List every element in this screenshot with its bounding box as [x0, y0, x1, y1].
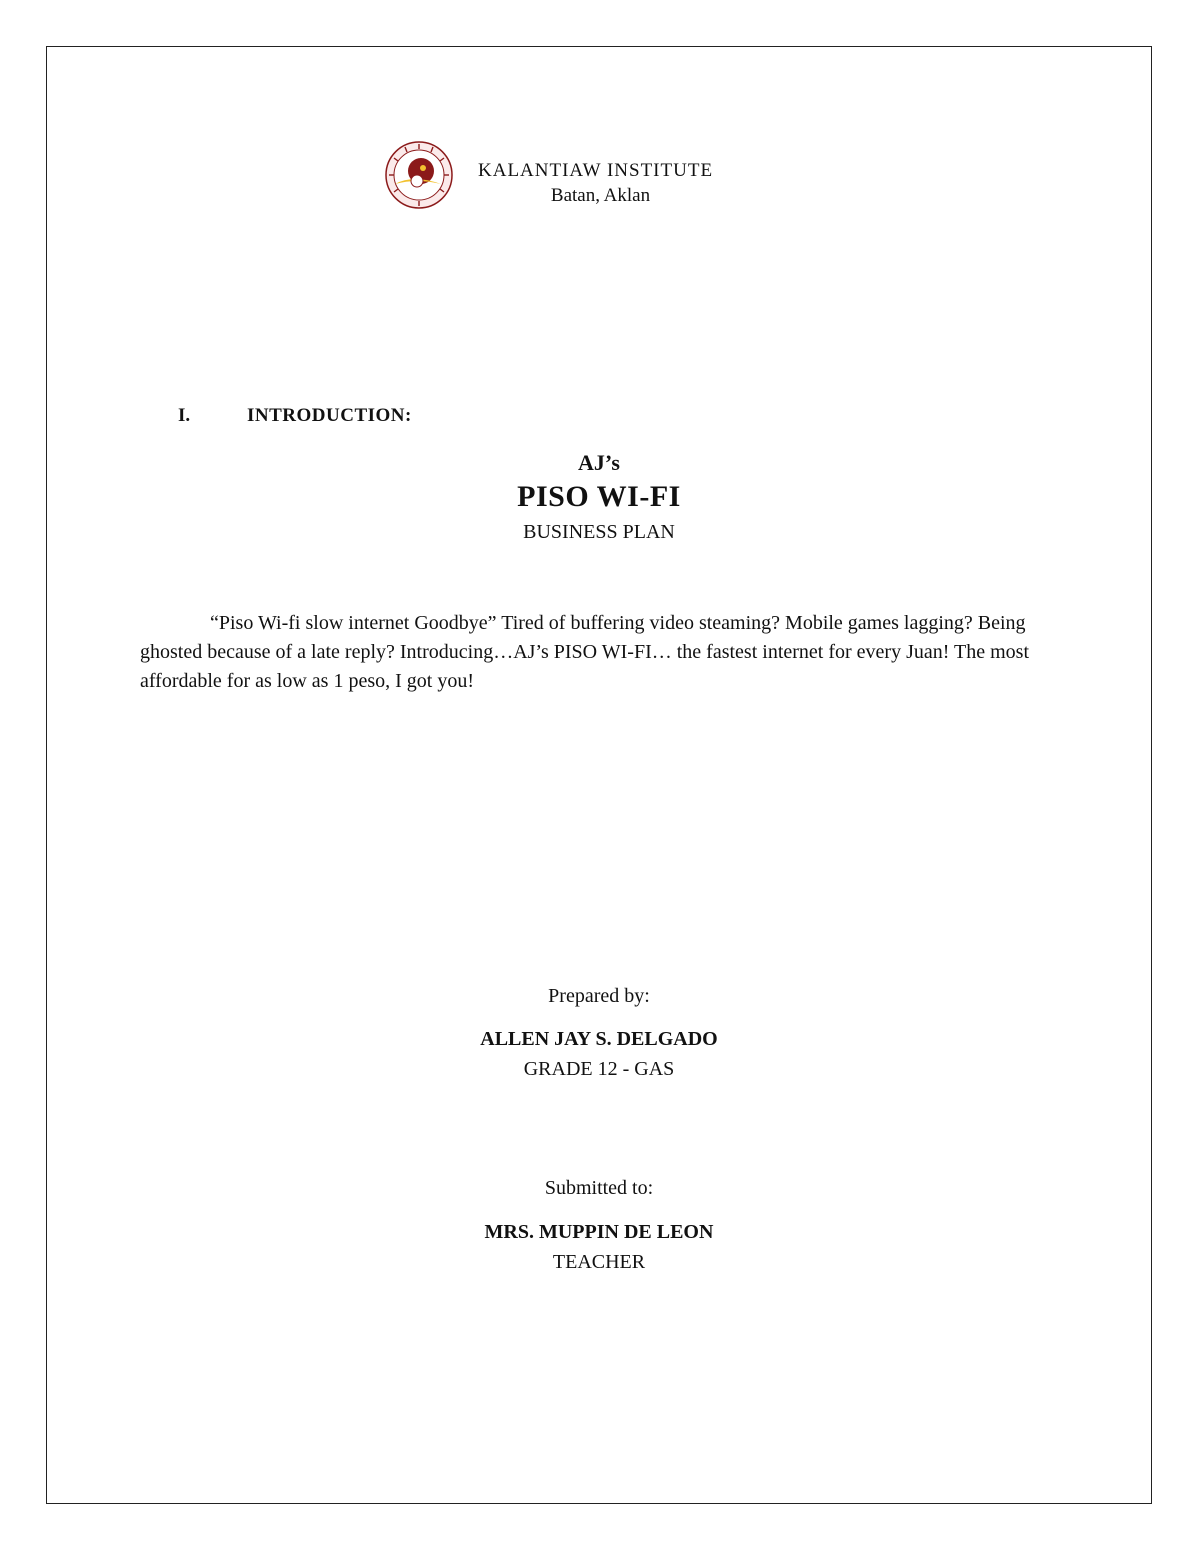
institution-location: Batan, Aklan: [550, 185, 651, 206]
product-title: PISO WI-FI: [517, 480, 681, 513]
submitted-to-label: Submitted to:: [544, 1177, 654, 1199]
prepared-by-label: Prepared by:: [548, 985, 650, 1007]
preparer-grade: GRADE 12 - GAS: [523, 1058, 675, 1080]
intro-paragraph: “Piso Wi-fi slow internet Goodbye” Tired of buffering video steaming? Mobile games lagging? Being ghosted because of a late reply? Introducing…AJ’s PISO WI-FI… the fastest internet for every Juan! The most affordable for as low as 1 peso, I got you!: [140, 612, 1030, 692]
brand-name: AJ’s: [578, 450, 620, 475]
preparer-name: ALLEN JAY S. DELGADO: [480, 1028, 718, 1050]
page-border: [46, 46, 1152, 1504]
section-title: INTRODUCTION:: [247, 405, 412, 426]
institution-name: KALANTIAW INSTITUTE: [478, 160, 714, 181]
section-number: I.: [178, 405, 191, 426]
document-subtitle: BUSINESS PLAN: [523, 521, 675, 543]
school-seal-icon: [383, 140, 455, 210]
recipient-role: TEACHER: [552, 1251, 646, 1273]
recipient-name: MRS. MUPPIN DE LEON: [484, 1221, 714, 1243]
institution-header: [383, 140, 743, 210]
